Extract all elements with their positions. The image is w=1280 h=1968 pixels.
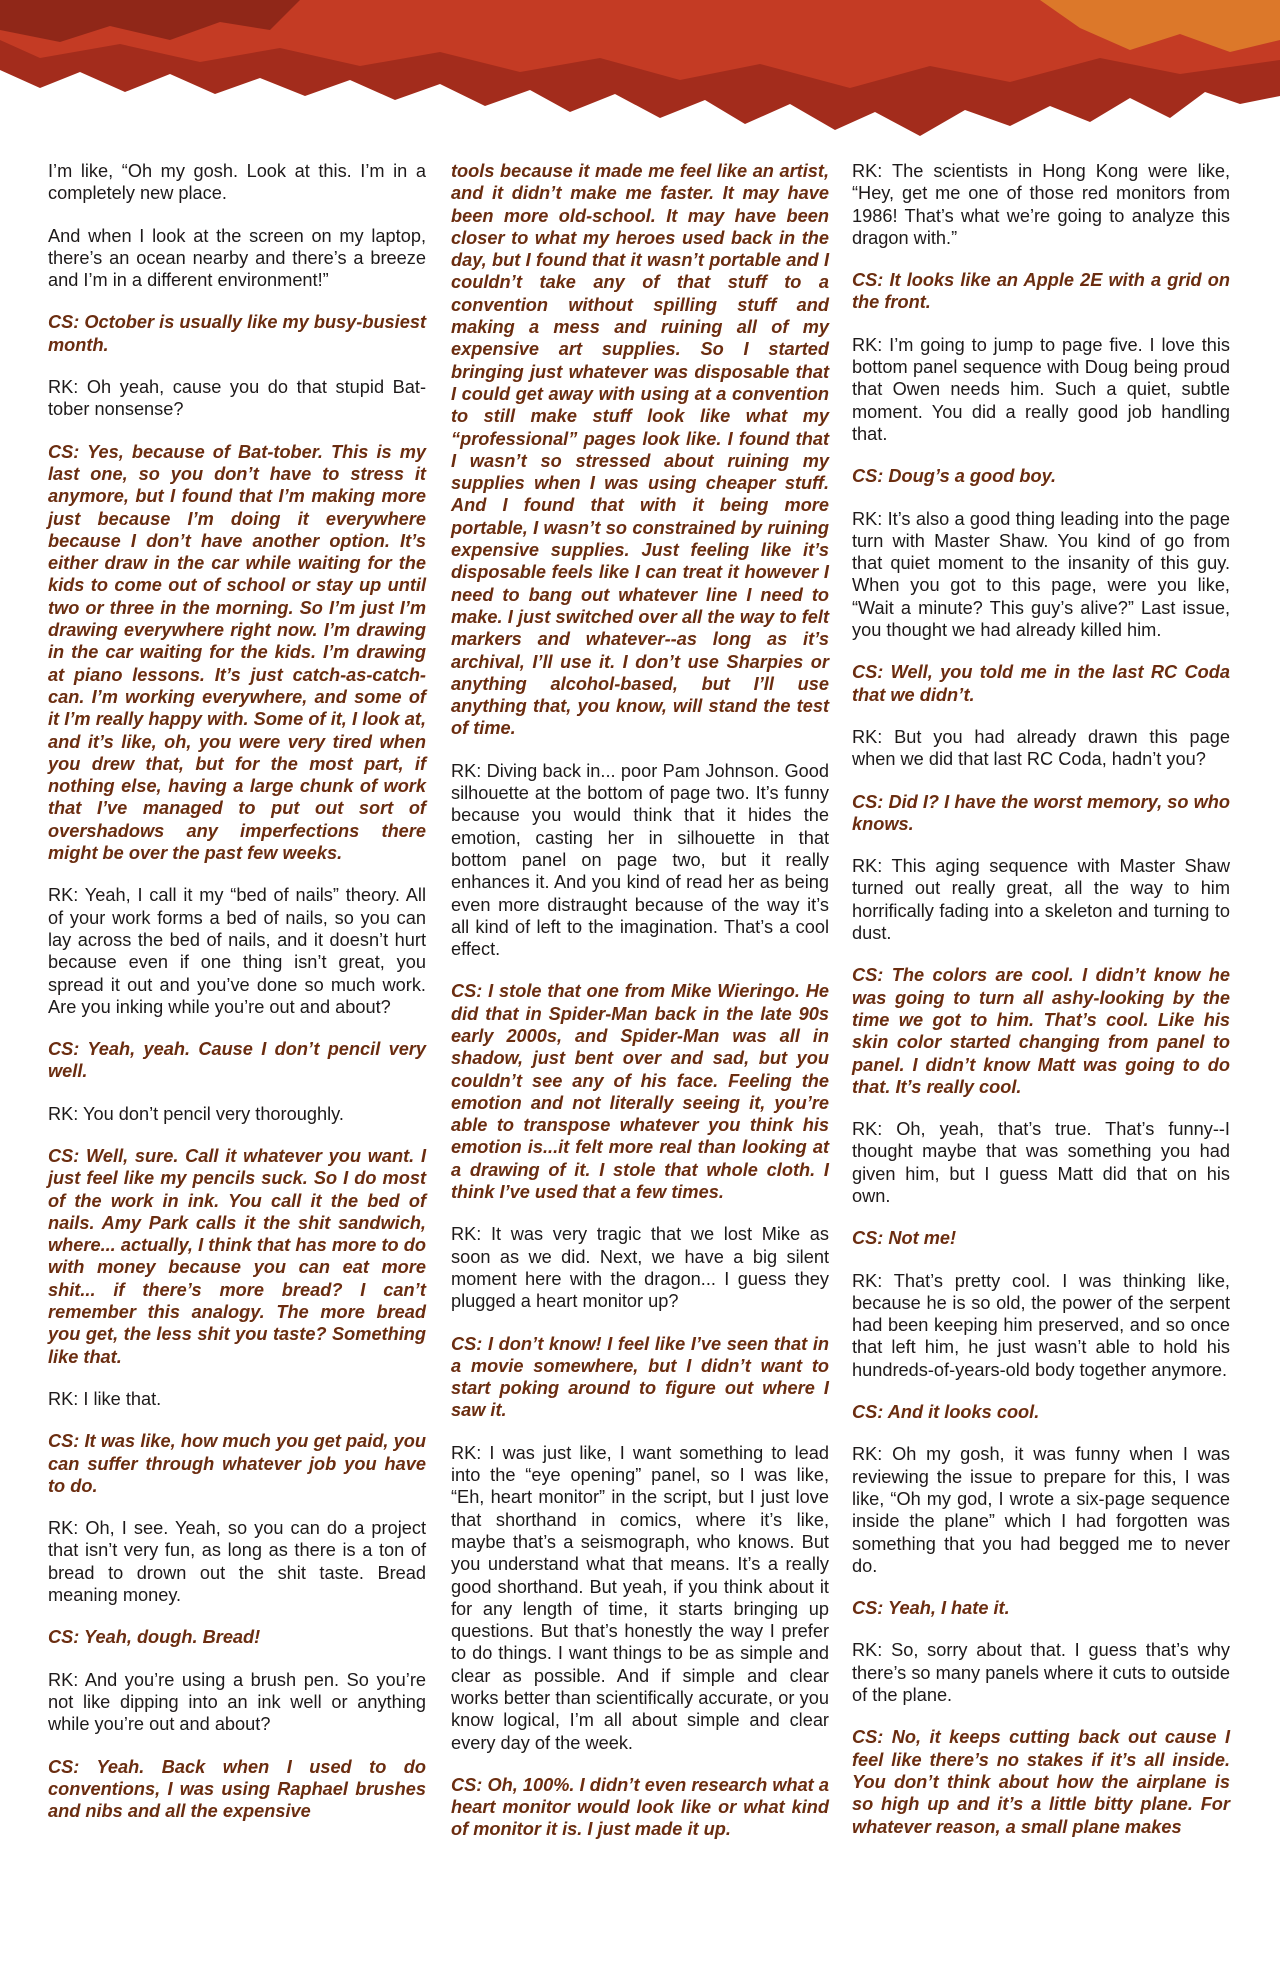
dialogue-paragraph: CS: October is usually like my busy-busiest month. [48, 312, 427, 355]
dialogue-paragraph: CS: Oh, 100%. I didn’t even research what a heart monitor would look like or what kind of monitor it is. I just made it up. [451, 1774, 829, 1840]
banner-illustration [0, 0, 1280, 160]
dialogue-paragraph: CS: No, it keeps cutting back out cause I feel like there’s no stakes if it’s all inside. You don’t think about how the airplane is so high up and it’s a little bitty plane. For whatever reason, a small plane makes [852, 1727, 1230, 1837]
dialogue-paragraph: CS: Yeah, dough. Bread! [48, 1627, 261, 1648]
dialogue-paragraph: RK: Oh, yeah, that’s true. That’s funny--I thought maybe that was something you had given him, but I guess Matt did that on his own. [852, 1119, 1230, 1206]
dialogue-paragraph: CS: It was like, how much you get paid, you can suffer through whatever job you have to do. [48, 1431, 426, 1496]
dialogue-paragraph: CS: And it looks cool. [852, 1402, 1040, 1423]
dialogue-paragraph: RK: Oh, I see. Yeah, so you can do a project that isn’t very fun, as long as there is a ton of bread to drown out the shit taste. Bread meaning money. [48, 1518, 426, 1606]
dialogue-paragraph: RK: The scientists in Hong Kong were like, “Hey, get me one of those red monitors from 1986! That’s what we’re going to analyze this dragon with.” [852, 161, 1230, 248]
dialogue-paragraph: CS: Well, sure. Call it whatever you want. I just feel like my pencils suck. So I do most of the work in ink. You call it the bed of nails. Amy Park calls it the shit sandwich, where... actually, I think that has more to do with money because you can eat more shit... if there’s more bread? I can’t remember this analogy. The more bread you get, the less shit you taste? Something like that. [48, 1145, 426, 1367]
article-column-1 [48, 160, 426, 1842]
dialogue-paragraph: RK: And you’re using a brush pen. So you’re not like dipping into an ink well or anything while you’re out and about? [48, 1669, 426, 1735]
dialogue-paragraph: CS: Well, you told me in the last RC Coda that we didn’t. [852, 662, 1230, 705]
dialogue-paragraph: And when I look at the screen on my laptop, there’s an ocean nearby and there’s a breeze and I’m in a different environment!” [48, 225, 426, 291]
dialogue-paragraph: CS: Did I? I have the worst memory, so who knows. [852, 791, 1230, 834]
dialogue-paragraph: RK: You don’t pencil very thoroughly. [48, 1103, 344, 1124]
dialogue-paragraph: tools because it made me feel like an artist, and it didn’t make me faster. It may have been more old-school. It may have been closer to what my heroes used back in the day, but I found that it wasn’t portable and I couldn’t take any of that stuff to a convention without spilling stuff and making a mess and ruining all of my expensive art supplies. So I started bringing just whatever was disposable that I could get away with using at a convention to still make stuff look like what my “professional” pages look like. I found that I wasn’t so stressed about ruining my supplies when I was using cheaper stuff. And I found that with it being more portable, I wasn’t so constrained by ruining expensive supplies. Just feeling like it’s disposable feels like I can treat it however I need to bang out whatever line I need to make. I just switched over all the way to felt markers and whatever--as long as it’s archival, I’ll use it. I don’t use Sharpies or anything alcohol-based, but I’ll use anything that, you know, will stand the test of time. [451, 161, 829, 739]
dialogue-paragraph: RK: Oh my gosh, it was funny when I was reviewing the issue to prepare for this, I was like, “Oh my god, I wrote a six-page sequence inside the plane” which I had forgotten was something that you had begged me to never do. [852, 1444, 1230, 1576]
dialogue-paragraph: RK: Yeah, I call it my “bed of nails” theory. All of your work forms a bed of nails, so you can lay across the bed of nails, and it doesn’t hurt because even if one thing isn’t great, you spread it out and you’ve done so much work. Are you inking while you’re out and about? [48, 885, 426, 1017]
dialogue-paragraph: RK: I’m going to jump to page five. I love this bottom panel sequence with Doug being proud that Owen needs him. Such a quiet, subtle moment. You did a really good job handling that. [852, 334, 1230, 444]
dialogue-paragraph: CS: Yeah, I hate it. [852, 1598, 1010, 1619]
dialogue-paragraph: RK: I was just like, I want something to lead into the “eye opening” panel, so I was like, “Eh, heart monitor” in the script, but I just love that shorthand in comics, where it’s like, maybe that’s a seismograph, who knows. But you understand what that means. It’s a really good shorthand. But yeah, if you think about it for any length of time, it starts bringing up questions. But that’s honestly the way I prefer to do things. I want things to be as simple and clear as possible. And if simple and clear works better than scientifically accurate, or you know logical, I’m all about simple and clear every day of the week. [451, 1442, 829, 1753]
dialogue-paragraph: RK: Oh yeah, cause you do that stupid Bat-tober nonsense? [48, 377, 426, 420]
dialogue-paragraph: RK: It’s also a good thing leading into the page turn with Master Shaw. You kind of go from that quiet moment to the insanity of this guy. When you got to this page, were you like, “Wait a minute? This guy’s alive?” Last issue, you thought we had already killed him. [852, 508, 1230, 641]
dialogue-paragraph: CS: Yeah, yeah. Cause I don’t pencil very well. [48, 1039, 426, 1082]
dialogue-paragraph: RK: Diving back in... poor Pam Johnson. Good silhouette at the bottom of page two. It’s funny because you would think that it hides the emotion, casting her in silhouette in that bottom panel on page two, but it really enhances it. And you kind of read her as being even more distraught because of the way it’s all kind of left to the imagination. That’s a cool effect. [451, 760, 829, 960]
dialogue-paragraph: CS: I stole that one from Mike Wieringo. He did that in Spider-Man back in the late 90s early 2000s, and Spider-Man was all in shadow, just bent over and sad, but you couldn’t see any of his face. Feeling the emotion and not literally seeing it, you’re able to transpose whatever you think his emotion is...it felt more real than looking at a drawing of it. I stole that whole cloth. I think I’ve used that a few times. [451, 981, 829, 1203]
header-banner-art [0, 0, 1280, 160]
dialogue-paragraph: RK: I like that. [48, 1388, 162, 1409]
dialogue-paragraph: CS: Yeah. Back when I used to do conventions, I was using Raphael brushes and nibs and all the expensive [48, 1756, 426, 1822]
dialogue-paragraph: RK: This aging sequence with Master Shaw turned out really great, all the way to him horrifically fading into a skeleton and turning to dust. [852, 856, 1230, 944]
dialogue-paragraph: CS: Not me! [852, 1228, 957, 1249]
article-column-2 [451, 160, 829, 1861]
dialogue-paragraph: RK: It was very tragic that we lost Mike as soon as we did. Next, we have a big silent moment here with the dragon... I guess they plugged a heart monitor up? [451, 1224, 829, 1312]
dialogue-paragraph: CS: Doug’s a good boy. [852, 466, 1057, 487]
dialogue-paragraph: CS: The colors are cool. I didn’t know he was going to turn all ashy-looking by the time we got to him. That’s cool. Like his skin color started changing from panel to panel. I didn’t know Matt was going to do that. It’s really cool. [852, 965, 1230, 1097]
dialogue-paragraph: RK: So, sorry about that. I guess that’s why there’s so many panels where it cuts to outside of the plane. [852, 1640, 1230, 1706]
dialogue-paragraph: CS: Yes, because of Bat-tober. This is my last one, so you don’t have to stress it anymore, but I found that I’m making more just because I’m doing it everywhere because I don’t have another option. It’s either draw in the car while waiting for the kids to come out of school or stay up until two or three in the morning. So I’m just I’m drawing everywhere right now. I’m drawing in the car waiting for the kids. I’m drawing at piano lessons. It’s just catch-as-catch-can. I’m working everywhere, and some of it I’m really happy with. Some of it, I look at, and it’s like, oh, you were very tired when you drew that, but for the most part, if nothing else, having a large chunk of work that I’ve managed to put out sort of overshadows any imperfections there might be over the past few weeks. [48, 441, 426, 864]
article-column-3 [852, 160, 1230, 1858]
dialogue-paragraph: CS: It looks like an Apple 2E with a grid on the front. [852, 270, 1230, 313]
dialogue-paragraph: I’m like, “Oh my gosh. Look at this. I’m in a completely new place. [48, 161, 426, 204]
dialogue-paragraph: CS: I don’t know! I feel like I’ve seen that in a movie somewhere, but I didn’t want to start poking around to figure out where I saw it. [451, 1333, 829, 1421]
dialogue-paragraph: RK: That’s pretty cool. I was thinking like, because he is so old, the power of the serpent had been keeping him preserved, and so once that left him, he just wasn’t able to hold his hundreds-of-years-old body together anymore. [852, 1270, 1230, 1380]
dialogue-paragraph: RK: But you had already drawn this page when we did that last RC Coda, hadn’t you? [852, 726, 1230, 770]
